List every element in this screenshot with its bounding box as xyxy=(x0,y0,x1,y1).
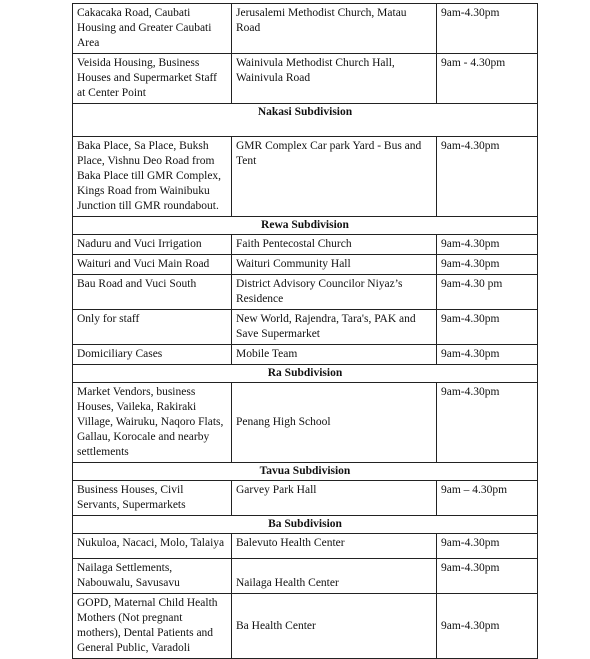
time-cell: 9am-4.30pm xyxy=(437,137,538,217)
time-cell: 9am-4.30pm xyxy=(437,235,538,255)
table-row xyxy=(73,383,538,463)
time-cell: 9am-4.30pm xyxy=(437,534,538,559)
venue-cell: GMR Complex Car park Yard - Bus and Tent xyxy=(232,137,437,217)
area-cell: GOPD, Maternal Child Health Mothers (Not pregnant mothers), Dental Patients and General Public, Varadoli xyxy=(73,594,232,659)
time-cell: 9am-4.30pm xyxy=(437,383,538,463)
subdivision-heading: Nakasi Subdivision xyxy=(73,104,538,137)
subdivision-heading-row xyxy=(73,365,538,383)
area-cell: Naduru and Vuci Irrigation xyxy=(73,235,232,255)
table-row xyxy=(73,481,538,516)
venue-cell: Nailaga Health Center xyxy=(232,559,437,594)
area-cell: Waituri and Vuci Main Road xyxy=(73,255,232,275)
table-row xyxy=(73,255,538,275)
venue-cell: Jerusalemi Methodist Church, Matau Road xyxy=(232,4,437,54)
venue-cell: Wainivula Methodist Church Hall, Wainivula Road xyxy=(232,54,437,104)
venue-cell: Ba Health Center xyxy=(232,594,437,659)
time-cell: 9am-4.30pm xyxy=(437,594,538,659)
time-cell: 9am-4.30pm xyxy=(437,255,538,275)
venue-cell: Garvey Park Hall xyxy=(232,481,437,516)
venue-cell: Penang High School xyxy=(232,383,437,463)
table-row xyxy=(73,54,538,104)
area-cell: Cakacaka Road, Caubati Housing and Greater Caubati Area xyxy=(73,4,232,54)
table-row xyxy=(73,594,538,659)
table-row xyxy=(73,235,538,255)
time-cell: 9am-4.30pm xyxy=(437,4,538,54)
subdivision-heading: Ba Subdivision xyxy=(73,516,538,534)
table-row xyxy=(73,559,538,594)
venue-cell: New World, Rajendra, Tara's, PAK and Save Supermarket xyxy=(232,310,437,345)
subdivision-heading: Rewa Subdivision xyxy=(73,217,538,235)
time-cell: 9am – 4.30pm xyxy=(437,481,538,516)
area-cell: Domiciliary Cases xyxy=(73,345,232,365)
area-cell: Bau Road and Vuci South xyxy=(73,275,232,310)
area-cell: Business Houses, Civil Servants, Supermarkets xyxy=(73,481,232,516)
subdivision-heading-row xyxy=(73,104,538,137)
subdivision-heading-row xyxy=(73,217,538,235)
table-row xyxy=(73,345,538,365)
table-row xyxy=(73,275,538,310)
table-row xyxy=(73,4,538,54)
subdivision-heading: Tavua Subdivision xyxy=(73,463,538,481)
venue-cell: Balevuto Health Center xyxy=(232,534,437,559)
venue-cell: Faith Pentecostal Church xyxy=(232,235,437,255)
venue-cell: Waituri Community Hall xyxy=(232,255,437,275)
area-cell: Baka Place, Sa Place, Buksh Place, Vishnu Deo Road from Baka Place till GMR Complex, Kings Road from Wainibuku Junction till GMR roundabout. xyxy=(73,137,232,217)
time-cell: 9am - 4.30pm xyxy=(437,54,538,104)
subdivision-heading-row xyxy=(73,516,538,534)
time-cell: 9am-4.30pm xyxy=(437,310,538,345)
subdivision-heading-row xyxy=(73,463,538,481)
time-cell: 9am-4.30 pm xyxy=(437,275,538,310)
table-row xyxy=(73,534,538,559)
time-cell: 9am-4.30pm xyxy=(437,345,538,365)
venue-cell: District Advisory Councilor Niyaz’s Residence xyxy=(232,275,437,310)
venue-cell: Mobile Team xyxy=(232,345,437,365)
vaccination-schedule-table xyxy=(72,3,538,659)
table-row xyxy=(73,310,538,345)
area-cell: Market Vendors, business Houses, Vaileka, Rakiraki Village, Wairuku, Naqoro Flats, Gallau, Korocale and nearby settlements xyxy=(73,383,232,463)
schedule-document xyxy=(72,3,524,659)
area-cell: Nukuloa, Nacaci, Molo, Talaiya xyxy=(73,534,232,559)
time-cell: 9am-4.30pm xyxy=(437,559,538,594)
subdivision-heading: Ra Subdivision xyxy=(73,365,538,383)
area-cell: Nailaga Settlements, Nabouwalu, Savusavu xyxy=(73,559,232,594)
area-cell: Veisida Housing, Business Houses and Supermarket Staff at Center Point xyxy=(73,54,232,104)
table-row xyxy=(73,137,538,217)
area-cell: Only for staff xyxy=(73,310,232,345)
